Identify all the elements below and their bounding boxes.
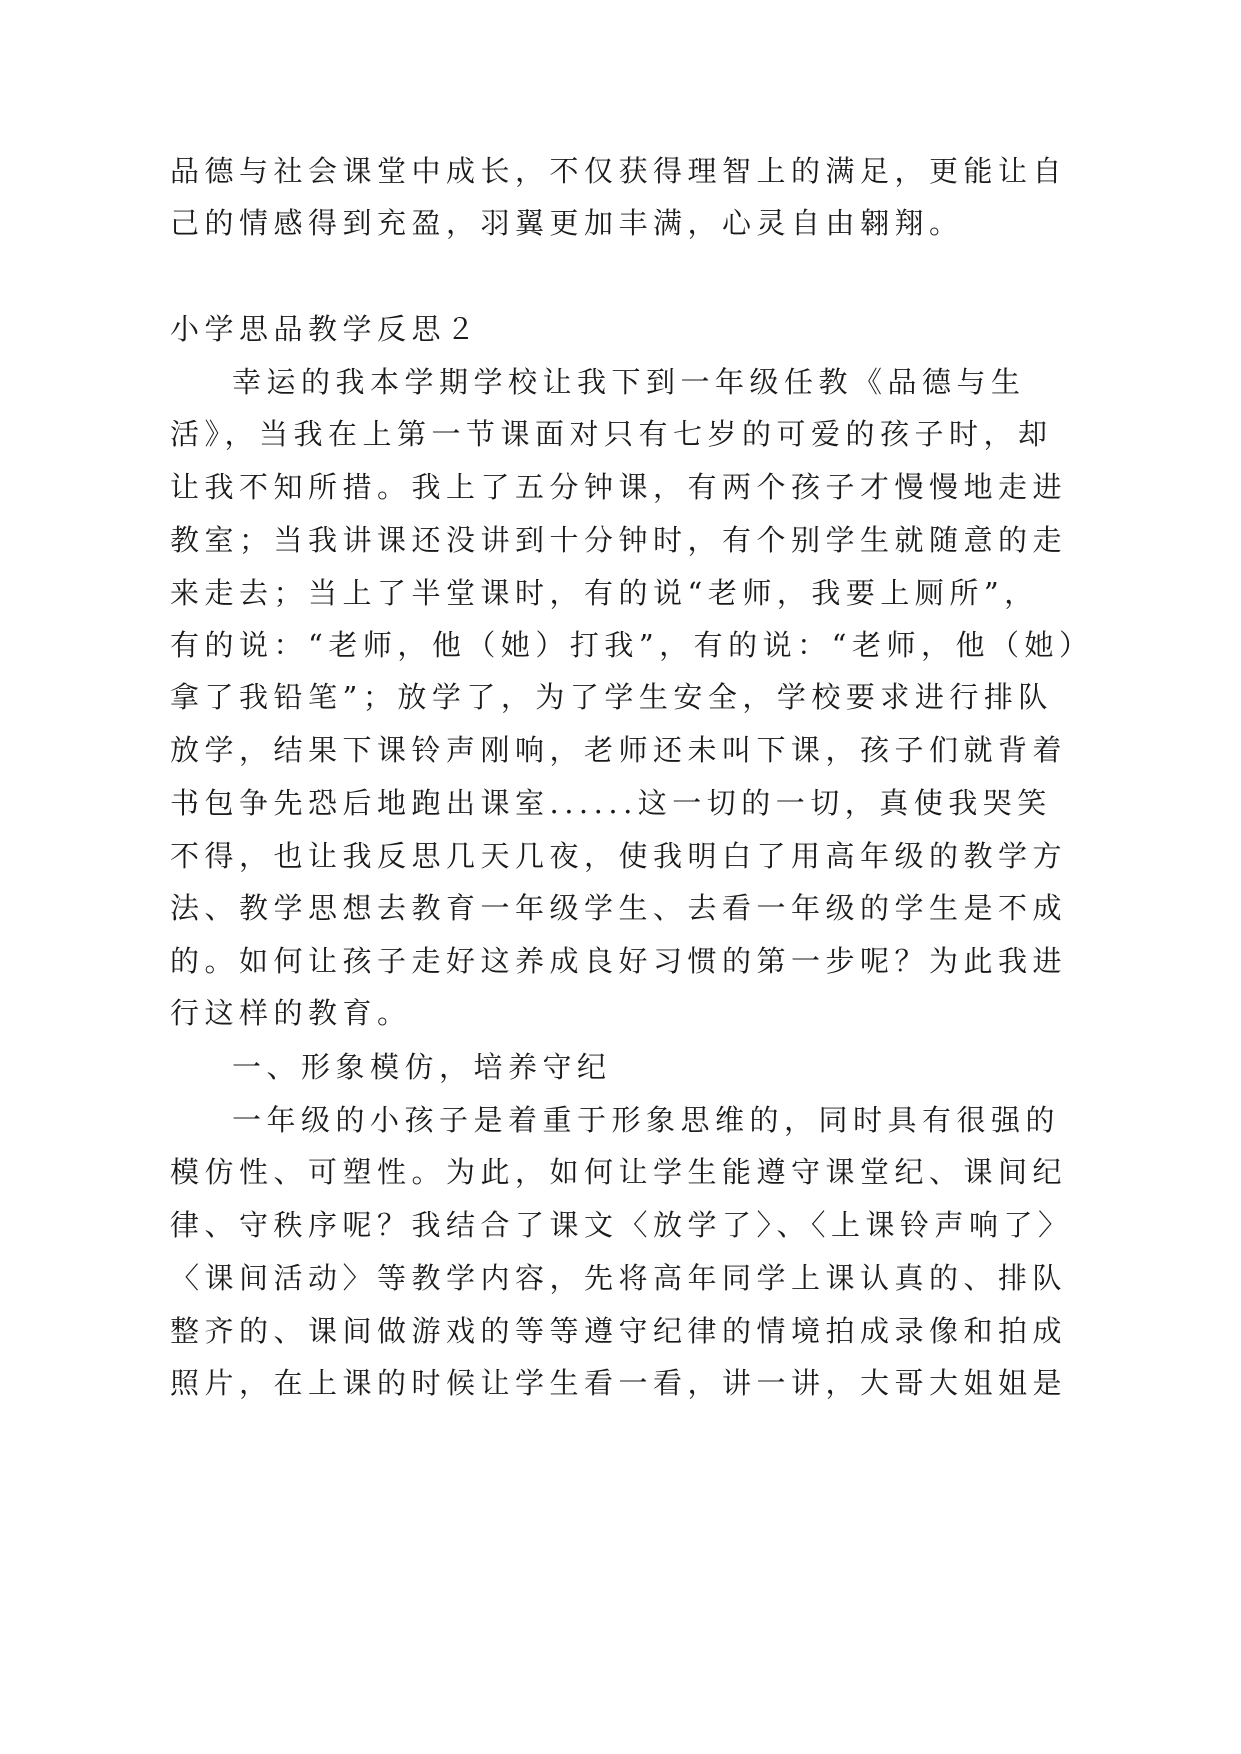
- intro-paragraph-line-6: 有的说：“老师，他（她）打我”，有的说：“老师，他（她）: [170, 628, 1094, 662]
- intro-paragraph-line-5: 来走去；当上了半堂课时，有的说“老师，我要上厕所”，: [170, 576, 1039, 610]
- intro-paragraph-line-13: 行这样的教育。: [170, 996, 412, 1030]
- intro-paragraph-line-9: 书包争先恐后地跑出课室......这一切的一切，真使我哭笑: [170, 786, 1052, 820]
- body-paragraph-line-5: 整齐的、课间做游戏的等等遵守纪律的情境拍成录像和拍成: [170, 1314, 1068, 1348]
- intro-paragraph-line-11: 法、教学思想去教育一年级学生、去看一年级的学生是不成: [170, 891, 1068, 925]
- top-paragraph-line-1: 品德与社会课堂中成长，不仅获得理智上的满足，更能让自: [170, 154, 1068, 188]
- intro-paragraph-line-3: 让我不知所措。我上了五分钟课，有两个孩子才慢慢地走进: [170, 470, 1068, 504]
- intro-paragraph-line-4: 教室；当我讲课还没讲到十分钟时，有个别学生就随意的走: [170, 523, 1068, 557]
- body-paragraph-line-4: 〈课间活动〉等教学内容，先将高年同学上课认真的、排队: [170, 1261, 1068, 1295]
- intro-paragraph-line-2: 活》，当我在上第一节课面对只有七岁的可爱的孩子时，却: [170, 417, 1053, 451]
- intro-paragraph-line-1: 幸运的我本学期学校让我下到一年级任教《品德与生: [232, 365, 1026, 399]
- top-paragraph-line-2: 己的情感得到充盈，羽翼更加丰满，心灵自由翱翔。: [170, 206, 964, 240]
- body-paragraph-line-1: 一年级的小孩子是着重于形象思维的，同时具有很强的: [232, 1103, 1061, 1137]
- subheading-1: 一、形象模仿，培养守纪: [232, 1050, 612, 1084]
- body-paragraph-line-2: 模仿性、可塑性。为此，如何让学生能遵守课堂纪、课间纪: [170, 1155, 1068, 1189]
- body-paragraph-line-6: 照片，在上课的时候让学生看一看，讲一讲，大哥大姐姐是: [170, 1366, 1068, 1400]
- section-heading: 小学思品教学反思２: [170, 312, 481, 346]
- intro-paragraph-line-7: 拿了我铅笔”；放学了，为了学生安全，学校要求进行排队: [170, 680, 1053, 714]
- intro-paragraph-line-12: 的。如何让孩子走好这养成良好习惯的第一步呢？为此我进: [170, 944, 1068, 978]
- intro-paragraph-line-8: 放学，结果下课铃声刚响，老师还未叫下课，孩子们就背着: [170, 733, 1068, 767]
- intro-paragraph-line-10: 不得，也让我反思几天几夜，使我明白了用高年级的教学方: [170, 839, 1068, 873]
- body-paragraph-line-3: 律、守秩序呢？我结合了课文〈放学了〉、〈上课铃声响了〉: [170, 1208, 1073, 1242]
